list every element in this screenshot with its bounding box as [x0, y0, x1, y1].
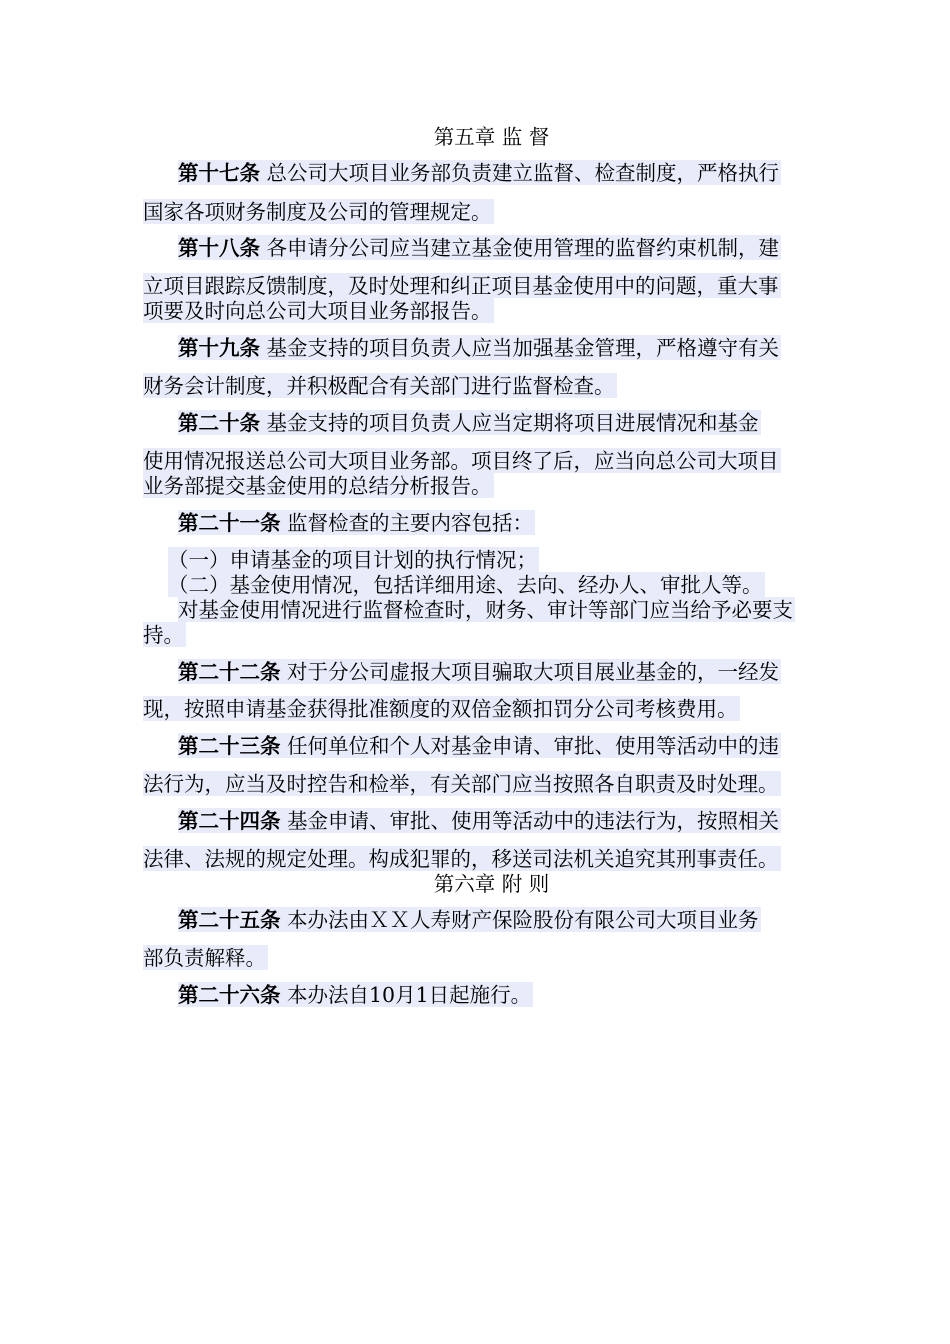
article-19-line-1 — [178, 335, 781, 361]
article-25-line-2 — [143, 945, 268, 971]
article-23-label: 第二十三条 — [178, 734, 281, 758]
article-24-text-2: 法律、法规的规定处理。构成犯罪的，移送司法机关追究其刑事责任。 — [143, 847, 779, 871]
article-18-line-3 — [143, 298, 494, 324]
article-20-line-3 — [143, 473, 494, 499]
article-22-line-1 — [178, 659, 781, 685]
article-22-line-2 — [143, 696, 740, 722]
article-20-text-2: 使用情况报送总公司大项目业务部。项目终了后，应当向总公司大项目 — [143, 449, 779, 473]
article-25-text-2: 部负责解释。 — [143, 946, 266, 970]
chapter-5-title: 第五章 监 督 — [433, 125, 550, 149]
article-25-text-1: 本办法由ＸＸ人寿财产保险股份有限公司大项目业务 — [280, 908, 759, 932]
article-24-line-2 — [143, 846, 781, 872]
chapter-5-heading — [0, 124, 950, 150]
chapter-6-title: 第六章 附 则 — [433, 872, 550, 896]
article-21-note-1-text: 对基金使用情况进行监督检查时，财务、审计等部门应当给予必要支 — [178, 598, 793, 622]
article-17-text-2: 国家各项财务制度及公司的管理规定。 — [143, 200, 492, 224]
article-18-label: 第十八条 — [178, 236, 260, 260]
article-21-item-1 — [168, 547, 539, 573]
article-17-line-2 — [143, 199, 494, 225]
article-24-label: 第二十四条 — [178, 809, 281, 833]
article-19-text-1: 基金支持的项目负责人应当加强基金管理，严格遵守有关 — [260, 336, 780, 360]
article-24-text-1: 基金申请、审批、使用等活动中的违法行为，按照相关 — [280, 809, 780, 833]
article-26-line-1 — [178, 982, 533, 1008]
article-18-text-3: 项要及时向总公司大项目业务部报告。 — [143, 299, 492, 323]
article-20-line-2 — [143, 448, 781, 474]
article-21-note-2-text: 持。 — [143, 623, 184, 647]
article-19-text-2: 财务会计制度，并积极配合有关部门进行监督检查。 — [143, 374, 615, 398]
article-21-note-1 — [178, 597, 795, 623]
article-23-line-2 — [143, 771, 781, 797]
article-17-text-1: 总公司大项目业务部负责建立监督、检查制度，严格执行 — [260, 161, 780, 185]
article-18-line-2 — [143, 273, 781, 299]
article-19-line-2 — [143, 373, 617, 399]
article-23-line-1 — [178, 733, 781, 759]
article-22-text-2: 现，按照申请基金获得批准额度的双倍金额扣罚分公司考核费用。 — [143, 697, 738, 721]
article-18-line-1 — [178, 235, 781, 261]
article-22-label: 第二十二条 — [178, 660, 281, 684]
article-24-line-1 — [178, 808, 781, 834]
article-21-note-2 — [143, 622, 186, 648]
article-21-item-1-text: （一）申请基金的项目计划的执行情况； — [168, 548, 537, 572]
article-20-label: 第二十条 — [178, 411, 260, 435]
article-19-label: 第十九条 — [178, 336, 260, 360]
article-25-line-1 — [178, 907, 761, 933]
article-18-text-2: 立项目跟踪反馈制度，及时处理和纠正项目基金使用中的问题，重大事 — [143, 274, 779, 298]
article-20-text-1: 基金支持的项目负责人应当定期将项目进展情况和基金 — [260, 411, 759, 435]
article-22-text-1: 对于分公司虚报大项目骗取大项目展业基金的，一经发 — [280, 660, 780, 684]
article-26-text-1: 本办法自10月1日起施行。 — [280, 983, 532, 1007]
article-21-item-2-text: （二）基金使用情况，包括详细用途、去向、经办人、审批人等。 — [168, 573, 763, 597]
article-21-item-2 — [168, 572, 765, 598]
article-26-label: 第二十六条 — [178, 983, 281, 1007]
article-23-text-1: 任何单位和个人对基金申请、审批、使用等活动中的违 — [280, 734, 780, 758]
article-21-label: 第二十一条 — [178, 511, 281, 535]
article-18-text-1: 各申请分公司应当建立基金使用管理的监督约束机制，建 — [260, 236, 780, 260]
article-23-text-2: 法行为，应当及时控告和检举，有关部门应当按照各自职责及时处理。 — [143, 772, 779, 796]
article-20-text-3: 业务部提交基金使用的总结分析报告。 — [143, 474, 492, 498]
article-25-label: 第二十五条 — [178, 908, 281, 932]
article-21-line-1 — [178, 510, 535, 536]
chapter-6-heading — [0, 871, 950, 897]
article-20-line-1 — [178, 410, 761, 436]
article-21-text-1: 监督检查的主要内容包括： — [280, 511, 534, 535]
article-17-label: 第十七条 — [178, 161, 260, 185]
article-17-line-1 — [178, 160, 781, 186]
